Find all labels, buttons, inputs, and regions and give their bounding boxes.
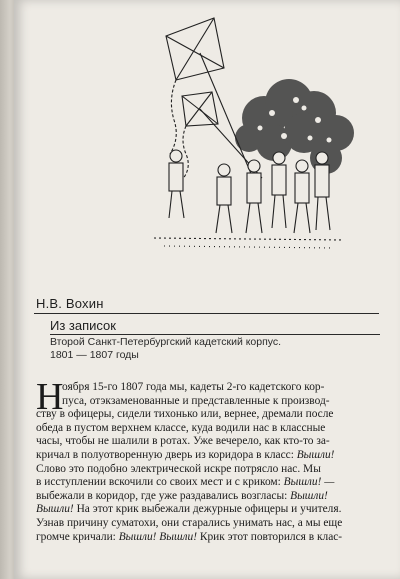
section-subtitle: Второй Санкт-Петербургский кадетский корпус. 1801 — 1807 годы: [50, 336, 282, 361]
italic-segment: Вышли! Вышли!: [118, 530, 198, 543]
text-segment: громче кричали:: [36, 530, 119, 543]
book-gutter: [0, 0, 14, 579]
text-segment: в исступлении вскочили со своих мест и с криком:: [36, 476, 284, 489]
body-line: [36, 449, 381, 463]
ground: [154, 238, 344, 240]
text-segment: кричал в полуотворенную дверь из коридора в класс:: [36, 448, 297, 461]
italic-segment: Вышли!: [36, 503, 74, 516]
text-segment: Слово это подобно электрической искре потрясло нас. Мы: [36, 462, 321, 475]
text-segment: Узнав причину суматохи, они старались унимать нас, а мы еще: [36, 516, 343, 529]
text-segment: выбежали в коридор, где уже раздавались возгласы:: [36, 489, 291, 502]
body-line: [36, 422, 381, 436]
italic-segment: Вышли!: [296, 448, 335, 461]
book-page: [14, 0, 400, 579]
body-line: [36, 503, 381, 517]
text-segment: ству в офицеры, сидели тихонько или, вернее, дремали после: [36, 408, 334, 421]
drop-cap: Н: [36, 376, 64, 418]
body-line: [36, 476, 381, 490]
boys-group: [169, 150, 330, 233]
text-segment: обеда в пустом верхнем классе, куда водили нас в классные: [36, 421, 326, 434]
body-line: [36, 408, 381, 422]
body-line: [36, 517, 381, 531]
body-line: [36, 531, 381, 545]
section-title: Из записок: [50, 318, 116, 333]
body-line: [36, 381, 381, 395]
body-line: [36, 395, 381, 409]
text-segment: На этот крик выбежали дежурные офицеры и учителя.: [73, 503, 342, 516]
title-rule: [50, 334, 380, 335]
italic-segment: Вышли! —: [283, 476, 335, 489]
kite-boys-illustration: [114, 8, 364, 258]
author-name: Н.В. Вохин: [36, 296, 104, 311]
text-segment: оября 15-го 1807 года мы, кадеты 2-го кадетского кор-: [62, 381, 325, 393]
body-line: [36, 490, 381, 504]
text-segment: пуса, отэкзаменованные и представленные к производ-: [62, 394, 330, 407]
text-segment: часы, чтобы не шалили в ротах. Уже вечерело, как кто-то за-: [36, 435, 330, 448]
body-text: [36, 376, 381, 544]
body-line: [36, 435, 381, 449]
author-rule: [34, 313, 379, 314]
text-segment: Крик этот повторился в клас-: [197, 530, 343, 543]
italic-segment: Вышли!: [290, 489, 328, 502]
body-line: [36, 463, 381, 477]
